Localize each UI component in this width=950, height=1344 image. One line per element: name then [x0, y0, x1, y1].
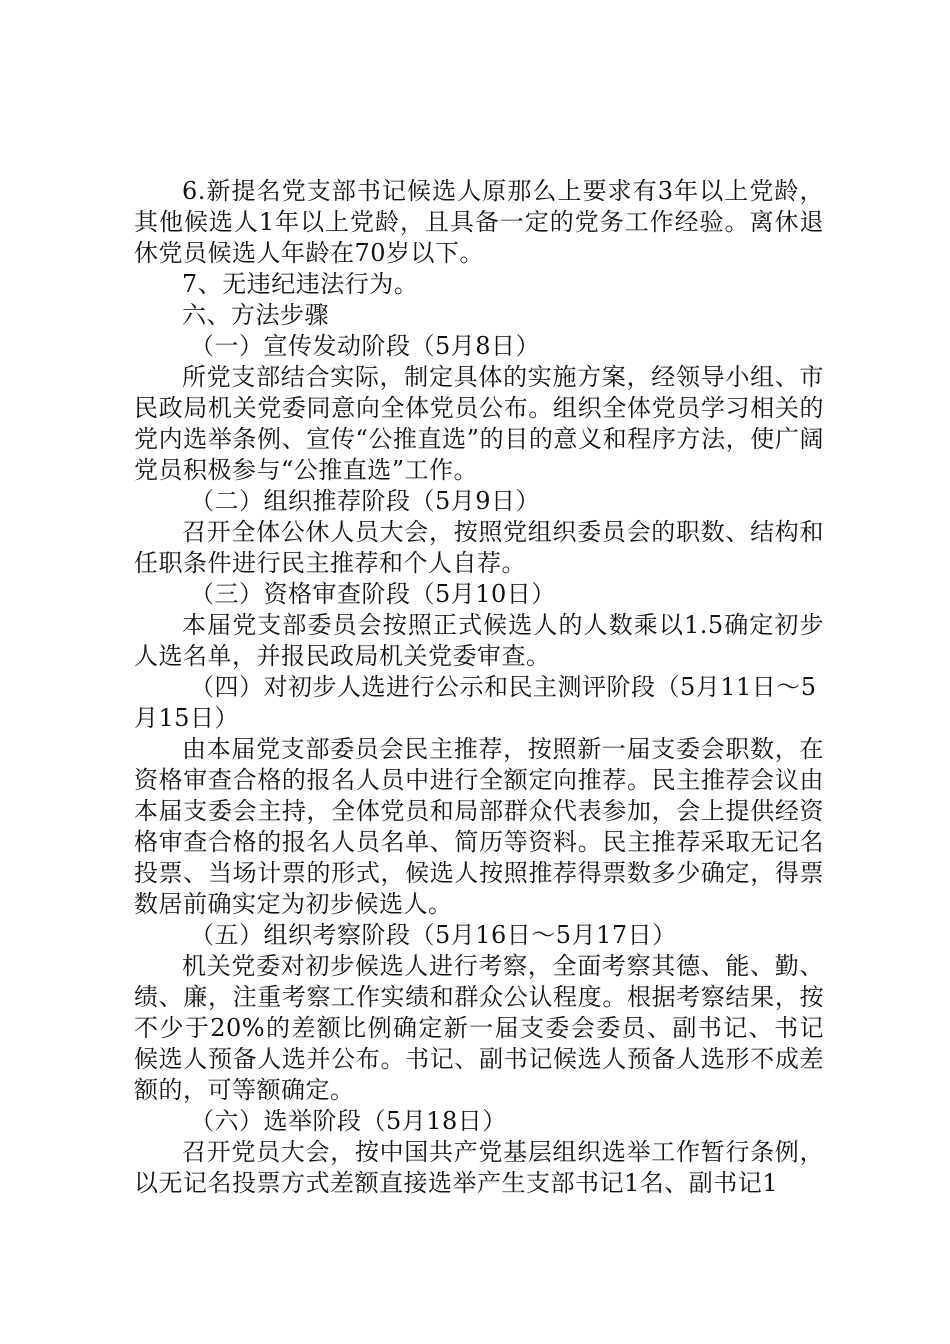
paragraph-inspection: 机关党委对初步候选人进行考察，全面考察其德、能、勤、绩、廉，注重考察工作实绩和群众公认程度。根据考察结果，按不少于20%的差额比例确定新一届支委会委员、副书记、书记候选人预备人选并公布。书记、副书记候选人预备人选形不成差额的，可等额确定。 — [134, 952, 824, 1104]
paragraph-publicity: 所党支部结合实际，制定具体的实施方案，经领导小组、市民政局机关党委同意向全体党员公布。组织全体党员学习相关的党内选举条例、宣传“公推直选”的目的意义和程序方法，使广阔党员积极参与“公推直选”工作。 — [134, 363, 824, 484]
item-no-violations: 7、无违纪违法行为。 — [182, 270, 419, 298]
document-body — [134, 176, 824, 1199]
stage-heading-announcement: （四）对初步人选进行公示和民主测评阶段（5月11日～5月15日） — [134, 673, 817, 732]
stage-heading-election: （六）选举阶段（5月18日） — [190, 1107, 507, 1135]
paragraph-candidate-requirements: 6.新提名党支部书记候选人原那么上要求有3年以上党龄，其他候选人1年以上党龄，且具备一定的党务工作经验。离休退休党员候选人年龄在70岁以下。 — [134, 177, 824, 267]
stage-heading-recommendation: （二）组织推荐阶段（5月9日） — [190, 487, 541, 515]
section-heading-methods: 六、方法步骤 — [182, 301, 329, 329]
stage-heading-inspection: （五）组织考察阶段（5月16日～5月17日） — [190, 921, 677, 949]
paragraph-announcement: 由本届党支部委员会民主推荐，按照新一届支委会职数，在资格审查合格的报名人员中进行全额定向推荐。民主推荐会议由本届支委会主持，全体党员和局部群众代表参加，会上提供经资格审查合格的报名人员名单、简历等资料。民主推荐采取无记名投票、当场计票的形式，候选人按照推荐得票数多少确定，得票数居前确实定为初步候选人。 — [134, 735, 824, 918]
paragraph-recommendation: 召开全体公休人员大会，按照党组织委员会的职数、结构和任职条件进行民主推荐和个人自荐。 — [134, 518, 824, 577]
paragraph-qualification: 本届党支部委员会按照正式候选人的人数乘以1.5确定初步人选名单，并报民政局机关党委审查。 — [134, 611, 824, 670]
stage-heading-publicity: （一）宣传发动阶段（5月8日） — [190, 332, 541, 360]
stage-heading-qualification: （三）资格审查阶段（5月10日） — [190, 580, 556, 608]
paragraph-election: 召开党员大会，按中国共产党基层组织选举工作暂行条例，以无记名投票方式差额直接选举产生支部书记1名、副书记1 — [134, 1138, 824, 1197]
